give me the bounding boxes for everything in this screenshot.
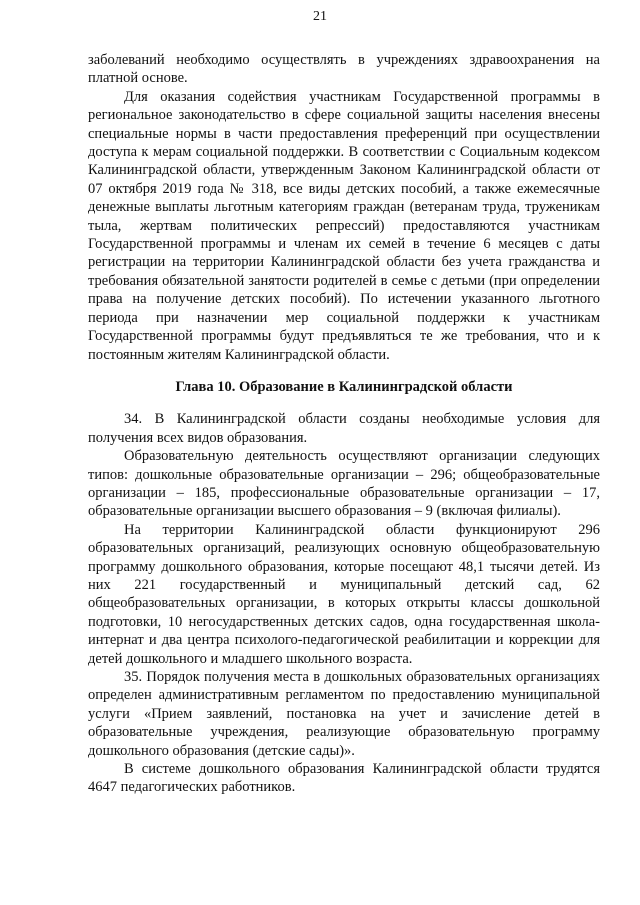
paragraph-preschool-organizations: На территории Калининградской области функционируют 296 образовательных организаций, реализующих основную общеобразовательную программу дошкольного образования, которые посещают 48,1 тысячи детей. Из них 221 государственный и муниципальный детский сад, 62 общеобразовательных организации, в которых открыты классы дошкольной подготовки, 10 негосударственных детских садов, одна государственная школа-интернат и два центра психолого-педагогической реабилитации и коррекции для детей дошкольного и младшего школьного возраста.	[88, 521, 600, 667]
page-number: 21	[313, 9, 327, 24]
paragraph-item-35: 35. Порядок получения места в дошкольных образовательных организациях определен административным регламентом по предоставлению муниципальной услуги «Прием заявлений, постановка на учет и зачисление детей в образовательные учреждения, реализующие образовательную программу дошкольного образования (детские сады)».	[88, 669, 600, 759]
paragraph-continuation: заболеваний необходимо осуществлять в учреждениях здравоохранения на платной основе.	[88, 52, 600, 87]
chapter-heading: Глава 10. Образование в Калининградской области	[175, 378, 513, 395]
paragraph-social-support: Для оказания содействия участникам Государственной программы в региональное законодательство в сфере социальной защиты населения внесены специальные нормы в части предоставления преференций при осуществлении доступа к мерам социальной поддержки. В соответствии с Социальным кодексом Калининградской области, утвержденным Законом Калининградской области от 07 октября 2019 года № 318, все виды детских пособий, а также ежемесячные денежные выплаты льготным категориям граждан (ветеранам труда, труженикам тыла, жертвам политических репрессий) предоставляются участникам Государственной программы и членам их семей в течение 6 месяцев с даты регистрации на территории Калининградской области без учета гражданства и требования обязательной занятости родителей в семье с детьми (при определении права на получение детских пособий). По истечении указанного льготного периода при назначении мер социальной поддержки к участникам Государственной программы будут предъявляться те же требования, что и к постоянным жителям Калининградской области.	[88, 88, 600, 363]
document-body	[88, 51, 600, 797]
paragraph-item-34: 34. В Калининградской области созданы необходимые условия для получения всех видов образования.	[88, 411, 600, 446]
paragraph-teaching-staff: В системе дошкольного образования Калининградской области трудятся 4647 педагогических работников.	[88, 761, 600, 796]
paragraph-organization-types: Образовательную деятельность осуществляют организации следующих типов: дошкольные образовательные организации – 296; общеобразовательные организации – 185, профессиональные образовательные организации – 17, образовательные организации высшего образования – 9 (включая филиалы).	[88, 448, 600, 520]
